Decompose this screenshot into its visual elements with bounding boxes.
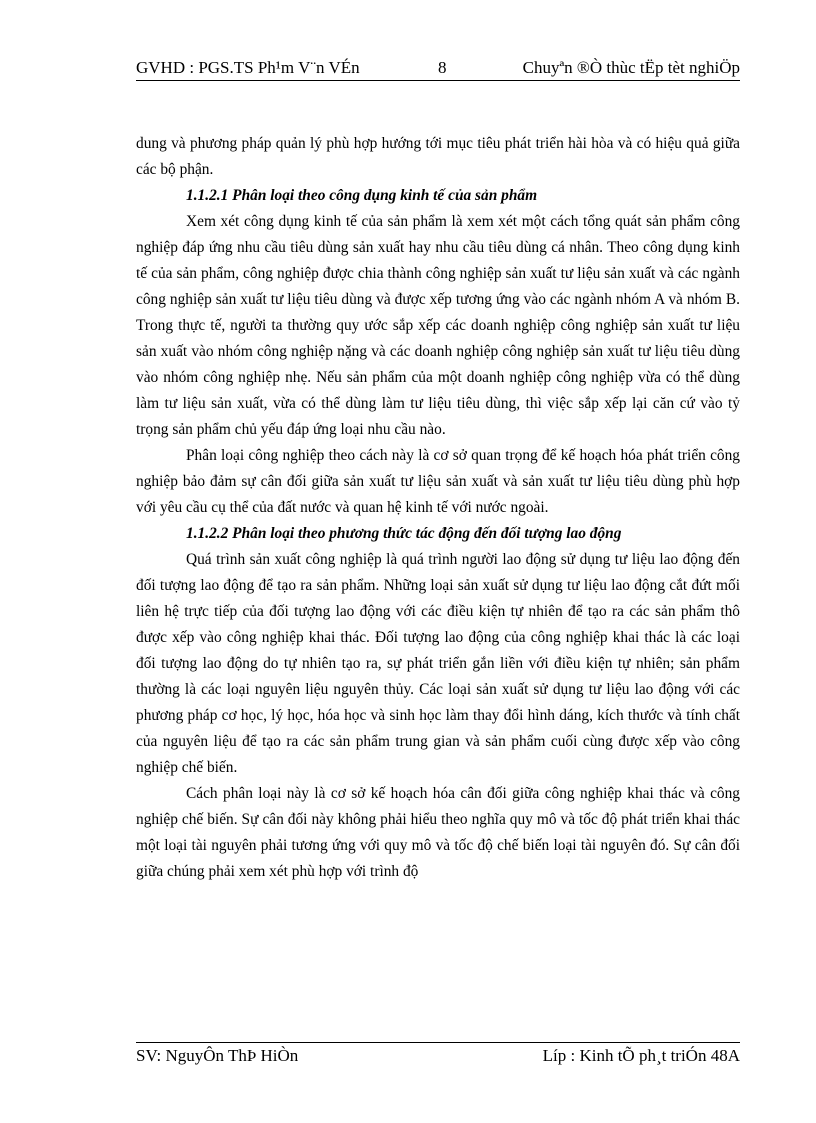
footer-student: SV: NguyÔn ThÞ HiÒn (136, 1046, 299, 1065)
paragraph-2: Xem xét công dụng kinh tế của sản phẩm là xem xét một cách tổng quát sản phẩm công nghiệp đáp ứng nhu cầu tiêu dùng sản xuất hay nhu cầu tiêu dùng cá nhân. Theo công dụng kinh tế của sản phẩm, công nghiệp được chia thành công nghiệp sản xuất tư liệu sản xuất và các ngành công nghiệp sản xuất tư liệu tiêu dùng và được xếp tương ứng vào các ngành nhóm A và nhóm B. Trong thực tế, người ta thường quy ước sắp xếp các doanh nghiệp công nghiệp sản xuất tư liệu sản xuất vào nhóm công nghiệp nặng và các doanh nghiệp công nghiệp sản xuất tư liệu tiêu dùng vào nhóm công nghiệp nhẹ. Nếu sản phẩm của một doanh nghiệp công nghiệp vừa có thể dùng làm tư liệu sản xuất, vừa có thể dùng làm tư liệu tiêu dùng, thì việc sắp xếp lại căn cứ vào tỷ trọng sản phẩm chủ yếu đáp ứng loại nhu cầu nào. (136, 213, 740, 438)
document-body (136, 131, 740, 885)
header-page-number: 8 (438, 58, 447, 77)
header-document-title: Chuyªn ®Ò thùc tËp tèt nghiÖp (522, 58, 740, 77)
paragraph-3: Phân loại công nghiệp theo cách này là cơ sở quan trọng để kế hoạch hóa phát triển công nghiệp bảo đảm sự cân đối giữa sản xuất tư liệu sản xuất và sản xuất tư liệu tiêu dùng phù hợp với yêu cầu cụ thể của đất nước và quan hệ kinh tế với nước ngoài. (136, 447, 740, 516)
footer-class: Líp : Kinh tÕ ph¸t triÓn 48A (542, 1046, 740, 1065)
page-footer (136, 1046, 740, 1072)
paragraph-5: Cách phân loại này là cơ sở kế hoạch hóa cân đối giữa công nghiệp khai thác và công nghiệp chế biến. Sự cân đối này không phải hiểu theo nghĩa quy mô và tốc độ phát triển khai thác một loại tài nguyên phải tương ứng với quy mô và tốc độ chế biến loại tài nguyên đó. Sự cân đối giữa chúng phải xem xét phù hợp với trình độ (136, 785, 740, 880)
section-heading-1-1-2-1: 1.1.2.1 Phân loại theo công dụng kinh tế của sản phẩm (186, 187, 538, 204)
footer-divider (136, 1042, 740, 1043)
paragraph-4: Quá trình sản xuất công nghiệp là quá trình người lao động sử dụng tư liệu lao động đến đối tượng lao động để tạo ra sản phẩm. Những loại sản xuất sử dụng tư liệu lao động cắt đứt mối liên hệ trực tiếp của đối tượng lao động với các điều kiện tự nhiên để tạo ra các sản phẩm thô được xếp vào công nghiệp khai thác. Đối tượng lao động của công nghiệp khai thác là các loại đối tượng lao động do tự nhiên tạo ra, sự phát triển gắn liền với điều kiện tự nhiên; sản phẩm thường là các loại nguyên liệu nguyên thủy. Các loại sản xuất sử dụng tư liệu lao động với các phương pháp cơ học, lý học, hóa học và sinh học làm thay đổi hình dáng, kích thước và tính chất của nguyên liệu để tạo ra các sản phẩm trung gian và sản phẩm cuối cùng được xếp vào công nghiệp chế biến. (136, 551, 740, 776)
paragraph-1: dung và phương pháp quản lý phù hợp hướng tới mục tiêu phát triển hài hòa và có hiệu quả giữa các bộ phận. (136, 135, 740, 178)
header-divider (136, 80, 740, 81)
header-supervisor: GVHD : PGS.TS Ph¹m V¨n VÉn (136, 58, 360, 77)
section-heading-1-1-2-2: 1.1.2.2 Phân loại theo phương thức tác động đến đối tượng lao động (186, 525, 622, 542)
page-header (136, 56, 740, 80)
